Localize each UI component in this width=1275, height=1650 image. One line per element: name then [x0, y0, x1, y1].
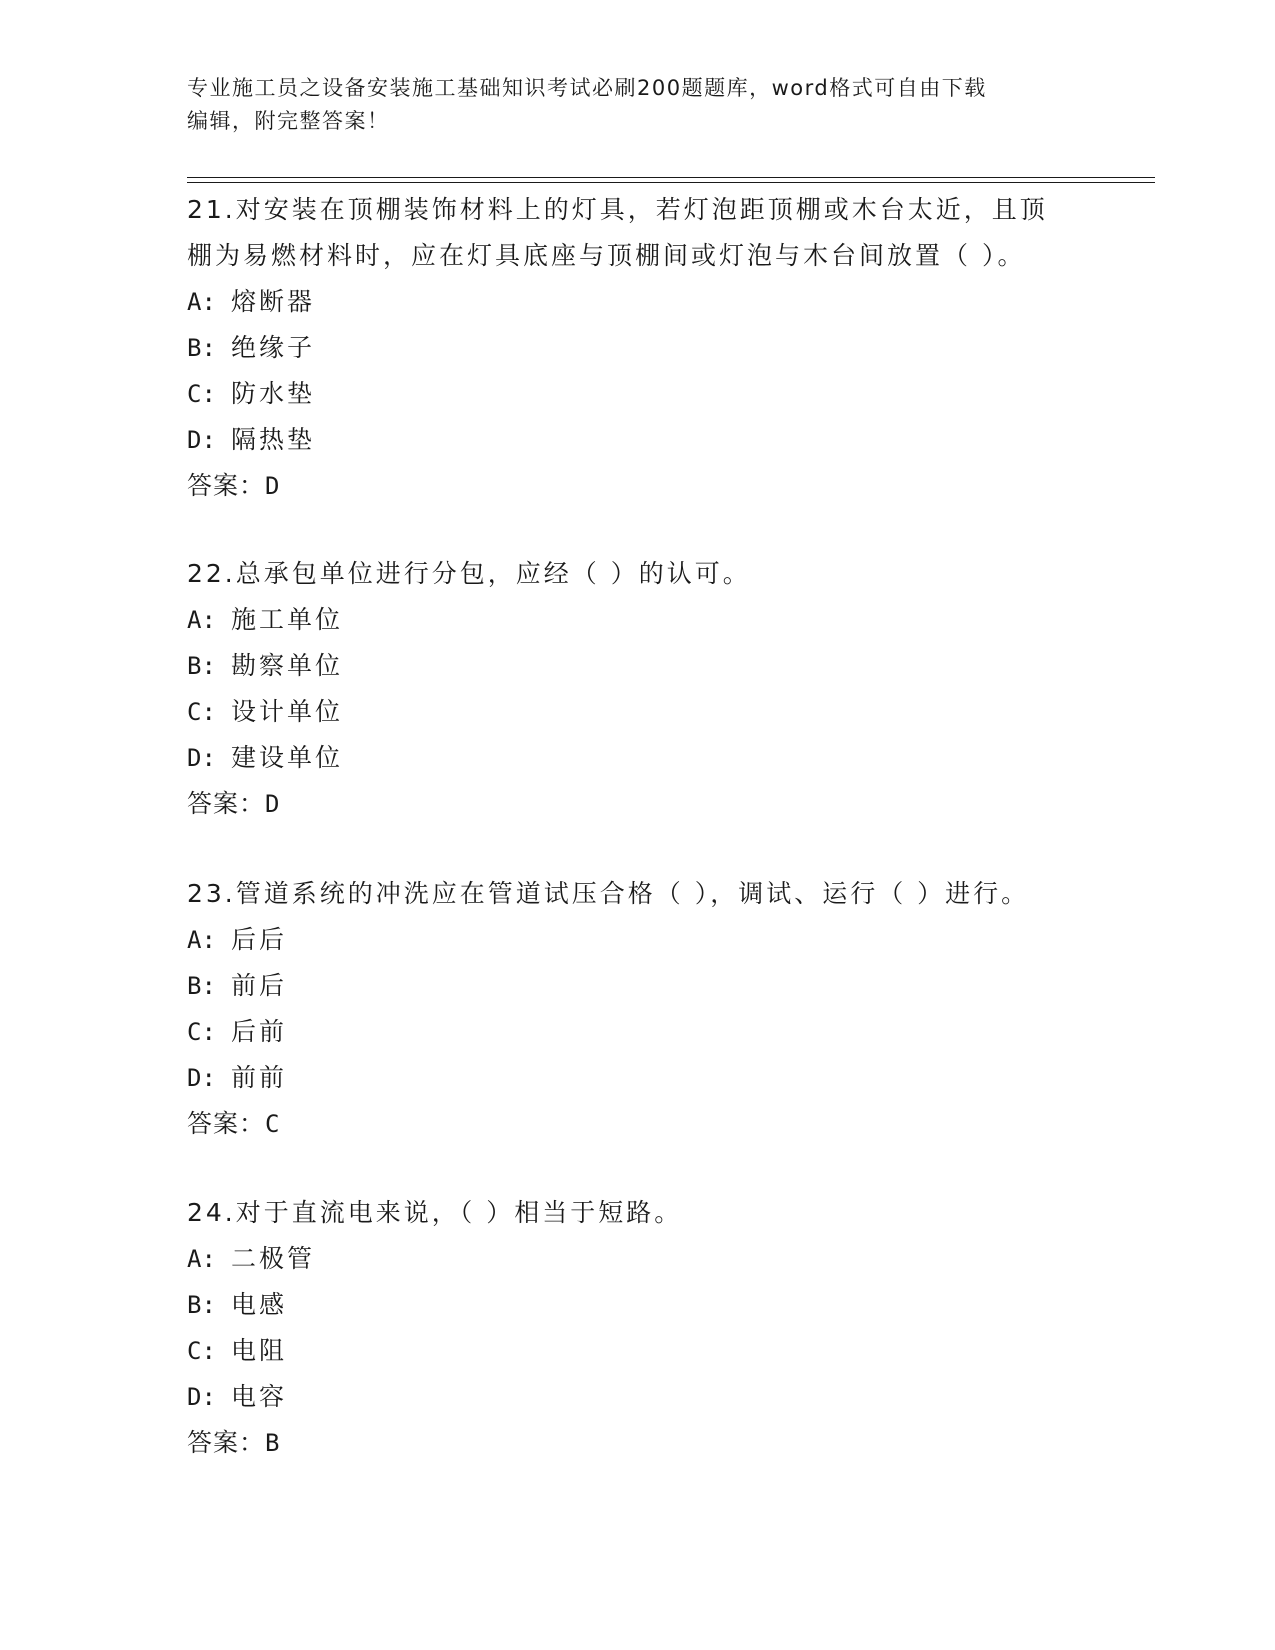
- option-b: [187, 325, 1087, 371]
- option-text: 勘察单位: [231, 651, 344, 680]
- option-text: 设计单位: [231, 697, 344, 726]
- option-b: [187, 1282, 1087, 1328]
- option-d: [187, 1055, 1087, 1101]
- answer-line: [187, 781, 1087, 827]
- question-stem-line: 21.对安装在顶棚装饰材料上的灯具，若灯泡距顶棚或木台太近，且顶: [187, 195, 1048, 224]
- header-title-line-2: 编辑，附完整答案！: [187, 109, 390, 133]
- option-c: [187, 689, 1087, 735]
- option-a: [187, 279, 1087, 325]
- option-d: [187, 1374, 1087, 1420]
- option-c: [187, 1009, 1087, 1055]
- option-letter: B:: [187, 334, 216, 362]
- option-letter: A:: [187, 606, 216, 634]
- option-letter: B:: [187, 972, 216, 1000]
- answer-value: C: [265, 1110, 280, 1138]
- question-stem-line: 24.对于直流电来说，（ ）相当于短路。: [187, 1198, 683, 1227]
- option-text: 电感: [231, 1290, 288, 1319]
- answer-label: 答案：: [187, 1109, 266, 1138]
- option-text: 电容: [231, 1382, 288, 1411]
- option-text: 绝缘子: [231, 333, 316, 362]
- option-text: 隔热垫: [231, 425, 316, 454]
- option-c: [187, 1328, 1087, 1374]
- answer-value: D: [265, 790, 280, 818]
- header-title-line-1: 专业施工员之设备安装施工基础知识考试必刷200题题库，word格式可自由下载: [187, 76, 987, 100]
- option-letter: D:: [187, 1064, 216, 1092]
- question-stem-line: 棚为易燃材料时，应在灯具底座与顶棚间或灯泡与木台间放置（ ）。: [187, 241, 1026, 270]
- option-letter: C:: [187, 380, 216, 408]
- option-a: [187, 917, 1087, 963]
- option-a: [187, 1236, 1087, 1282]
- question-22: [187, 551, 1087, 827]
- option-text: 电阻: [231, 1336, 288, 1365]
- option-text: 二极管: [231, 1244, 316, 1273]
- answer-line: [187, 1420, 1087, 1466]
- answer-value: B: [265, 1429, 280, 1457]
- option-letter: A:: [187, 1245, 216, 1273]
- option-letter: C:: [187, 1337, 216, 1365]
- answer-label: 答案：: [187, 789, 266, 818]
- answer-label: 答案：: [187, 471, 266, 500]
- option-letter: B:: [187, 652, 216, 680]
- option-letter: C:: [187, 1018, 216, 1046]
- question-stem-line: 22.总承包单位进行分包，应经（ ）的认可。: [187, 559, 751, 588]
- option-d: [187, 735, 1087, 781]
- option-text: 熔断器: [231, 287, 316, 316]
- answer-line: [187, 1101, 1087, 1147]
- option-text: 建设单位: [231, 743, 344, 772]
- question-24: [187, 1190, 1087, 1466]
- option-letter: A:: [187, 926, 216, 954]
- option-text: 防水垫: [231, 379, 316, 408]
- option-a: [187, 597, 1087, 643]
- answer-label: 答案：: [187, 1428, 266, 1457]
- question-21: [187, 187, 1087, 509]
- option-b: [187, 963, 1087, 1009]
- header-divider-top: [187, 177, 1155, 178]
- option-letter: B:: [187, 1291, 216, 1319]
- option-c: [187, 371, 1087, 417]
- option-letter: C:: [187, 698, 216, 726]
- option-letter: A:: [187, 288, 216, 316]
- answer-value: D: [265, 472, 280, 500]
- option-text: 前后: [231, 971, 288, 1000]
- option-d: [187, 417, 1087, 463]
- option-letter: D:: [187, 744, 216, 772]
- answer-line: [187, 463, 1087, 509]
- option-b: [187, 643, 1087, 689]
- header-divider-bottom: [187, 182, 1155, 183]
- option-letter: D:: [187, 1383, 216, 1411]
- option-letter: D:: [187, 426, 216, 454]
- question-23: [187, 871, 1087, 1147]
- option-text: 后后: [231, 925, 288, 954]
- question-stem-line: 23.管道系统的冲洗应在管道试压合格（ ），调试、运行（ ）进行。: [187, 879, 1030, 908]
- option-text: 施工单位: [231, 605, 344, 634]
- option-text: 前前: [231, 1063, 288, 1092]
- option-text: 后前: [231, 1017, 288, 1046]
- document-header: [187, 72, 1087, 138]
